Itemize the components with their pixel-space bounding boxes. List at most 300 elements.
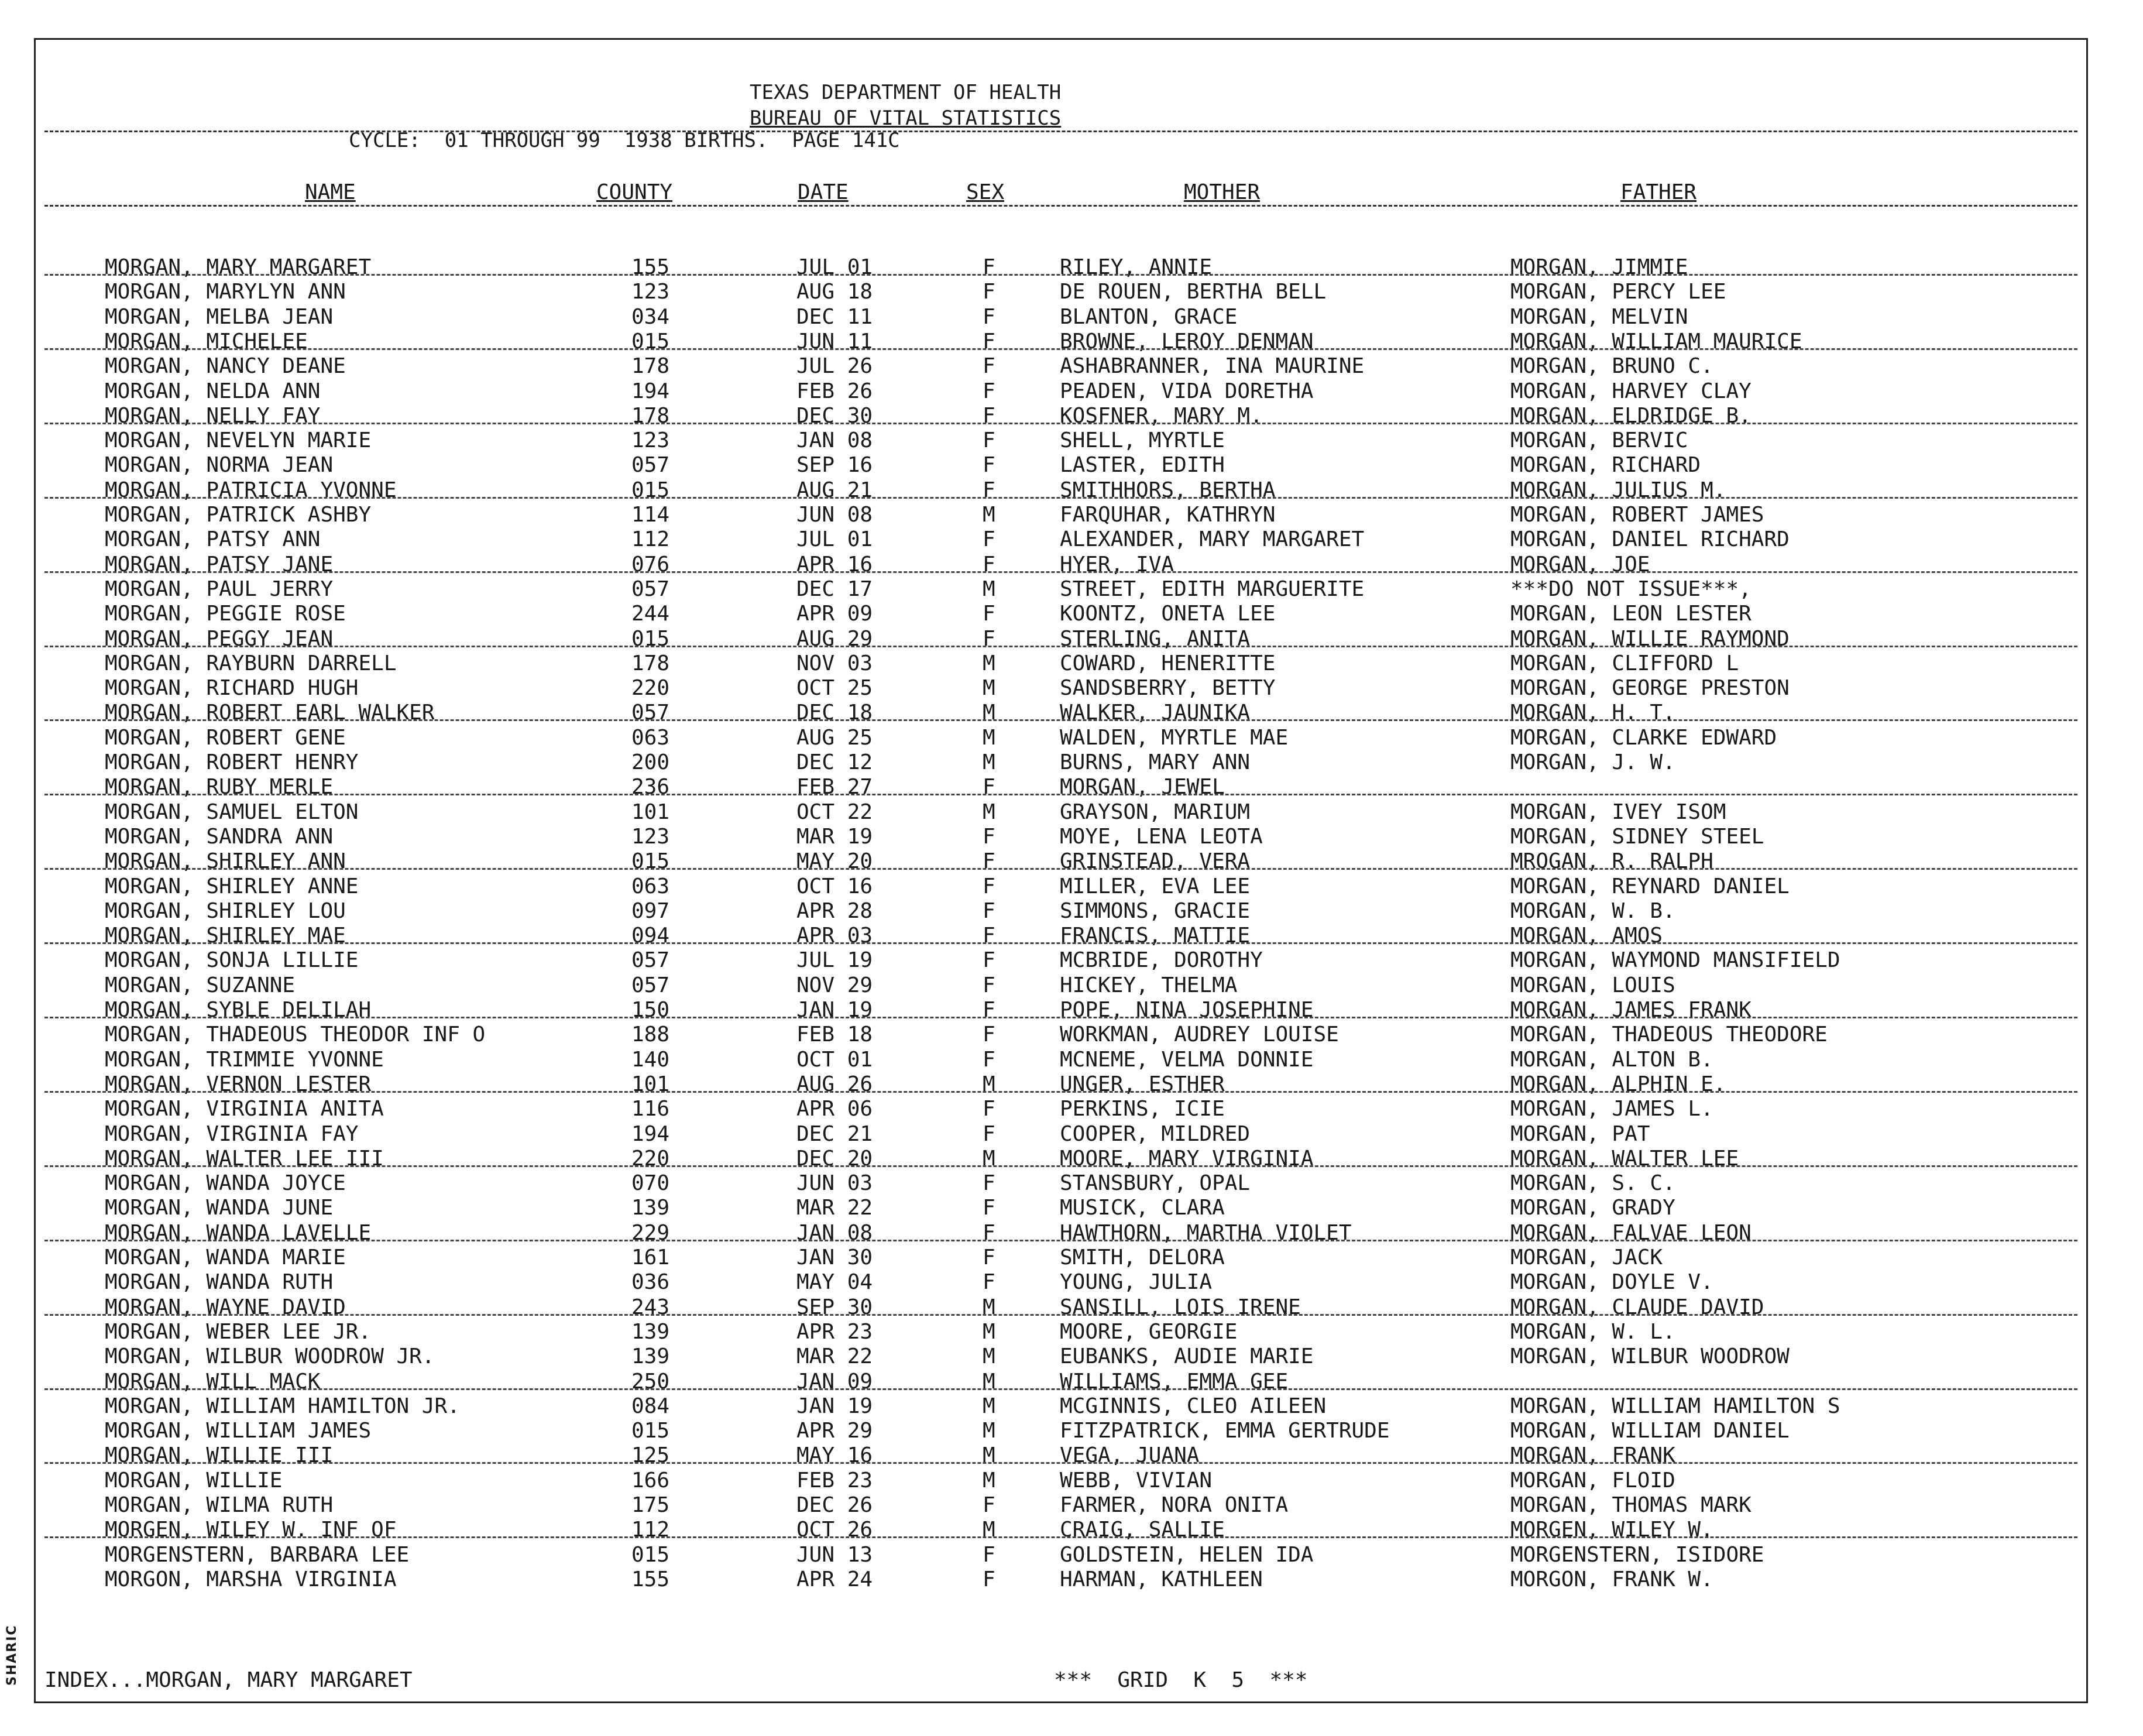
table-row — [36, 1419, 2086, 1443]
table-row — [36, 280, 2086, 304]
column-header-rule — [44, 205, 2077, 207]
cell-father: MORGAN, WAYMOND MANSIFIELD — [1510, 948, 1840, 973]
cell-sex: M — [983, 1319, 995, 1344]
cell-father: MORGAN, IVEY ISOM — [1510, 800, 1726, 824]
table-row — [36, 948, 2086, 973]
cell-father: MORGAN, BRUNO C. — [1510, 354, 1713, 379]
table-row — [36, 750, 2086, 775]
cell-date: JUN 08 — [796, 503, 873, 527]
cell-name: MORGAN, RAYBURN DARRELL — [105, 651, 397, 675]
table-row — [36, 998, 2086, 1023]
cell-name: MORGAN, VERNON LESTER — [105, 1072, 372, 1096]
table-row — [36, 800, 2086, 825]
cell-mother: COOPER, MILDRED — [1060, 1121, 1251, 1146]
cell-county: 112 — [631, 1518, 670, 1542]
cell-date: APR 23 — [796, 1319, 873, 1344]
table-row — [36, 726, 2086, 750]
cell-date: JUN 03 — [796, 1171, 873, 1196]
cell-name: MORGAN, MARY MARGARET — [105, 255, 372, 279]
cell-father: MORGAN, THADEOUS THEODORE — [1510, 1023, 1828, 1047]
cell-county: 200 — [631, 750, 670, 774]
cell-sex: F — [983, 428, 995, 453]
cell-father: MORGAN, ALTON B. — [1510, 1047, 1713, 1072]
cell-sex: F — [983, 1023, 995, 1047]
cell-county: 101 — [631, 800, 670, 824]
cell-father: MORGAN, WILLIE RAYMOND — [1510, 626, 1790, 651]
cell-county: 015 — [631, 849, 670, 874]
cell-name: MORGAN, MELBA JEAN — [105, 304, 334, 329]
cell-father: MORGAN, WILLIAM HAMILTON S — [1510, 1394, 1840, 1418]
cell-name: MORGAN, SHIRLEY MAE — [105, 924, 346, 948]
cell-date: DEC 11 — [796, 304, 873, 329]
cell-mother: YOUNG, JULIA — [1060, 1270, 1213, 1295]
cell-date: JUL 01 — [796, 527, 873, 552]
cell-sex: F — [983, 1493, 995, 1517]
cell-county: 057 — [631, 948, 670, 973]
cell-county: 123 — [631, 824, 670, 849]
cell-county: 057 — [631, 973, 670, 997]
cell-sex: F — [983, 874, 995, 898]
cell-father: MORGAN, S. C. — [1510, 1171, 1675, 1196]
cell-date: OCT 22 — [796, 800, 873, 824]
cell-county: 244 — [631, 602, 670, 626]
cell-county: 178 — [631, 651, 670, 675]
cell-sex: F — [983, 1121, 995, 1146]
cell-sex: F — [983, 824, 995, 849]
cell-county: 057 — [631, 577, 670, 601]
cell-sex: F — [983, 403, 995, 428]
cell-county: 150 — [631, 998, 670, 1022]
column-header-name: NAME — [305, 180, 356, 204]
cell-father: MORGAN, MELVIN — [1510, 304, 1688, 329]
cell-father: MROGAN, R. RALPH — [1510, 849, 1713, 874]
cell-date: SEP 16 — [796, 453, 873, 478]
cell-mother: WALKER, JAUNIKA — [1060, 701, 1251, 725]
cell-name: MORGAN, RICHARD HUGH — [105, 676, 359, 701]
cell-name: MORGAN, SONJA LILLIE — [105, 948, 359, 973]
cell-mother: HYER, IVA — [1060, 552, 1174, 577]
cell-sex: M — [983, 750, 995, 774]
cell-name: MORGAN, PATRICIA YVONNE — [105, 478, 397, 502]
table-row — [36, 379, 2086, 404]
cell-mother: BROWNE, LEROY DENMAN — [1060, 329, 1314, 354]
cell-father: ***DO NOT ISSUE***, — [1510, 577, 1752, 601]
cell-sex: M — [983, 676, 995, 701]
table-row — [36, 553, 2086, 577]
cell-date: APR 09 — [796, 602, 873, 626]
cell-mother: GRAYSON, MARIUM — [1060, 800, 1251, 824]
cell-mother: DE ROUEN, BERTHA BELL — [1060, 280, 1327, 304]
cell-date: DEC 20 — [796, 1146, 873, 1171]
cell-county: 139 — [631, 1319, 670, 1344]
cell-name: MORGAN, SANDRA ANN — [105, 824, 334, 849]
cell-name: MORGAN, WILLIAM HAMILTON JR. — [105, 1394, 460, 1418]
cell-father: MORGEN, WILEY W. — [1510, 1518, 1713, 1542]
table-row — [36, 627, 2086, 651]
cell-name: MORGAN, WEBER LEE JR. — [105, 1319, 372, 1344]
footer-index: INDEX...MORGAN, MARY MARGARET — [44, 1668, 413, 1692]
cell-name: MORGAN, NEVELYN MARIE — [105, 428, 372, 453]
cell-father: MORGAN, JOE — [1510, 552, 1650, 577]
cell-county: 178 — [631, 403, 670, 428]
cell-sex: M — [983, 503, 995, 527]
cell-sex: M — [983, 1295, 995, 1319]
cell-mother: MOORE, GEORGIE — [1060, 1319, 1238, 1344]
footer-grid: *** GRID K 5 *** — [1054, 1668, 1308, 1692]
cell-sex: F — [983, 1542, 995, 1567]
cell-mother: FARMER, NORA ONITA — [1060, 1493, 1289, 1517]
table-row — [36, 1196, 2086, 1220]
cell-name: MORGAN, WILLIAM JAMES — [105, 1419, 372, 1443]
header-department: TEXAS DEPARTMENT OF HEALTH — [750, 81, 1062, 104]
header-bureau: BUREAU OF VITAL STATISTICS — [750, 107, 1062, 130]
cell-date: JAN 30 — [796, 1246, 873, 1270]
cell-county: 015 — [631, 1542, 670, 1567]
table-row — [36, 1469, 2086, 1493]
cell-date: JAN 19 — [796, 998, 873, 1022]
table-row — [36, 602, 2086, 626]
cell-date: APR 16 — [796, 552, 873, 577]
cell-sex: F — [983, 1171, 995, 1196]
cell-father: MORGAN, REYNARD DANIEL — [1510, 874, 1790, 898]
cell-mother: ALEXANDER, MARY MARGARET — [1060, 527, 1365, 552]
table-row — [36, 973, 2086, 998]
cell-name: MORGAN, NELLY FAY — [105, 403, 321, 428]
cell-sex: M — [983, 800, 995, 824]
column-header-county: COUNTY — [596, 180, 673, 204]
cell-name: MORGAN, NORMA JEAN — [105, 453, 334, 478]
cell-county: 034 — [631, 304, 670, 329]
cell-father: MORGAN, CLIFFORD L — [1510, 651, 1739, 675]
cell-date: JUL 26 — [796, 354, 873, 379]
column-header-mother: MOTHER — [1184, 180, 1261, 204]
table-row — [36, 1493, 2086, 1518]
cell-name: MORGEN, WILEY W. INF OF — [105, 1518, 397, 1542]
cell-mother: SANDSBERRY, BETTY — [1060, 676, 1276, 701]
cell-father: MORGAN, WILLIAM MAURICE — [1510, 329, 1802, 354]
cell-name: MORGAN, SYBLE DELILAH — [105, 998, 372, 1022]
cell-father: MORGAN, BERVIC — [1510, 428, 1688, 453]
cell-sex: M — [983, 1468, 995, 1493]
cell-date: MAR 22 — [796, 1344, 873, 1369]
cell-county: 076 — [631, 552, 670, 577]
table-row — [36, 1270, 2086, 1295]
cell-sex: F — [983, 527, 995, 552]
cell-name: MORGAN, NANCY DEANE — [105, 354, 346, 379]
cell-mother: KOONTZ, ONETA LEE — [1060, 602, 1276, 626]
table-row — [36, 1097, 2086, 1121]
cell-name: MORGAN, MICHELEE — [105, 329, 308, 354]
cell-mother: MCBRIDE, DOROTHY — [1060, 948, 1263, 973]
cell-name: MORGAN, RUBY MERLE — [105, 775, 334, 800]
cell-mother: KOSFNER, MARY M. — [1060, 403, 1263, 428]
cell-sex: F — [983, 898, 995, 923]
cell-sex: F — [983, 329, 995, 354]
cell-mother: MOORE, MARY VIRGINIA — [1060, 1146, 1314, 1171]
cell-date: MAY 16 — [796, 1443, 873, 1468]
cell-name: MORGAN, SHIRLEY ANN — [105, 849, 346, 874]
cell-name: MORGAN, ROBERT EARL WALKER — [105, 701, 435, 725]
cell-mother: FITZPATRICK, EMMA GERTRUDE — [1060, 1419, 1390, 1443]
cell-county: 015 — [631, 1419, 670, 1443]
cell-name: MORGAN, WANDA JOYCE — [105, 1171, 346, 1196]
cell-county: 194 — [631, 1121, 670, 1146]
cell-date: JUN 11 — [796, 329, 873, 354]
cell-name: MORGAN, PATRICK ASHBY — [105, 503, 372, 527]
cell-sex: F — [983, 973, 995, 997]
cell-date: AUG 21 — [796, 478, 873, 502]
cell-name: MORGAN, PEGGY JEAN — [105, 626, 334, 651]
cell-name: MORGAN, ROBERT HENRY — [105, 750, 359, 774]
cell-county: 116 — [631, 1097, 670, 1121]
table-row — [36, 1394, 2086, 1419]
cell-date: DEC 18 — [796, 701, 873, 725]
cell-date: OCT 01 — [796, 1047, 873, 1072]
cell-name: MORGAN, SAMUEL ELTON — [105, 800, 359, 824]
cell-name: MORGAN, ROBERT GENE — [105, 725, 346, 750]
cell-sex: F — [983, 478, 995, 502]
cell-date: AUG 26 — [796, 1072, 873, 1096]
cell-father: MORGAN, GRADY — [1510, 1196, 1675, 1220]
cell-mother: STERLING, ANITA — [1060, 626, 1251, 651]
cell-father: MORGAN, WILBUR WOODROW — [1510, 1344, 1790, 1369]
cell-date: OCT 25 — [796, 676, 873, 701]
cell-sex: M — [983, 1394, 995, 1418]
cell-father: MORGAN, CLAUDE DAVID — [1510, 1295, 1764, 1319]
cell-name: MORGAN, WANDA LAVELLE — [105, 1220, 372, 1245]
cell-sex: F — [983, 354, 995, 379]
table-row — [36, 1370, 2086, 1394]
cell-father: MORGAN, ROBERT JAMES — [1510, 503, 1764, 527]
cell-father: MORGAN, AMOS — [1510, 924, 1663, 948]
cell-name: MORGAN, WALTER LEE III — [105, 1146, 384, 1171]
cell-date: APR 03 — [796, 924, 873, 948]
table-row — [36, 1344, 2086, 1369]
cell-sex: F — [983, 1097, 995, 1121]
cell-father: MORGAN, W. L. — [1510, 1319, 1675, 1344]
cell-name: MORGAN, WILMA RUTH — [105, 1493, 334, 1517]
cell-county: 236 — [631, 775, 670, 800]
table-row — [36, 527, 2086, 552]
cell-sex: F — [983, 775, 995, 800]
cell-date: JAN 09 — [796, 1369, 873, 1394]
cell-mother: SMITHHORS, BERTHA — [1060, 478, 1276, 502]
cell-sex: F — [983, 1047, 995, 1072]
cell-name: MORGENSTERN, BARBARA LEE — [105, 1542, 410, 1567]
cell-sex: M — [983, 701, 995, 725]
cell-father: MORGAN, JACK — [1510, 1246, 1663, 1270]
cell-mother: RILEY, ANNIE — [1060, 255, 1213, 279]
cell-date: FEB 26 — [796, 379, 873, 403]
table-row — [36, 924, 2086, 948]
cell-father: MORGAN, THOMAS MARK — [1510, 1493, 1752, 1517]
cell-mother: BURNS, MARY ANN — [1060, 750, 1251, 774]
cell-county: 036 — [631, 1270, 670, 1295]
cell-name: MORGAN, WANDA RUTH — [105, 1270, 334, 1295]
cell-father: MORGAN, LEON LESTER — [1510, 602, 1752, 626]
cell-mother: PERKINS, ICIE — [1060, 1097, 1225, 1121]
cell-date: JAN 08 — [796, 428, 873, 453]
cell-date: JUL 19 — [796, 948, 873, 973]
cell-date: MAY 04 — [796, 1270, 873, 1295]
cell-sex: F — [983, 304, 995, 329]
cell-sex: M — [983, 725, 995, 750]
cell-father: MORGAN, PERCY LEE — [1510, 280, 1726, 304]
cell-name: MORGAN, PATSY ANN — [105, 527, 321, 552]
cell-date: SEP 30 — [796, 1295, 873, 1319]
cell-name: MORGAN, SUZANNE — [105, 973, 296, 997]
cell-county: 140 — [631, 1047, 670, 1072]
cell-sex: F — [983, 602, 995, 626]
cell-date: JAN 08 — [796, 1220, 873, 1245]
cell-father: MORGAN, LOUIS — [1510, 973, 1675, 997]
table-row — [36, 354, 2086, 379]
cell-county: 070 — [631, 1171, 670, 1196]
cell-date: APR 29 — [796, 1419, 873, 1443]
table-row — [36, 404, 2086, 428]
cell-date: DEC 12 — [796, 750, 873, 774]
cell-father: MORGAN, FRANK — [1510, 1443, 1675, 1468]
cell-sex: F — [983, 998, 995, 1022]
cell-county: 094 — [631, 924, 670, 948]
cell-county: 194 — [631, 379, 670, 403]
cell-father: MORGAN, RICHARD — [1510, 453, 1701, 478]
cell-date: APR 28 — [796, 898, 873, 923]
cell-county: 084 — [631, 1394, 670, 1418]
cell-date: APR 24 — [796, 1567, 873, 1591]
cell-county: 063 — [631, 874, 670, 898]
cell-mother: MILLER, EVA LEE — [1060, 874, 1251, 898]
cell-father: MORGAN, JIMMIE — [1510, 255, 1688, 279]
table-row — [36, 453, 2086, 478]
cell-county: 166 — [631, 1468, 670, 1493]
cell-name: MORGAN, WILBUR WOODROW JR. — [105, 1344, 435, 1369]
table-row — [36, 1295, 2086, 1320]
cell-county: 101 — [631, 1072, 670, 1096]
cell-date: MAR 22 — [796, 1196, 873, 1220]
header-cycle: CYCLE: 01 THROUGH 99 1938 BIRTHS. PAGE 141C — [349, 129, 900, 152]
cell-mother: HAWTHORN, MARTHA VIOLET — [1060, 1220, 1352, 1245]
table-row — [36, 1048, 2086, 1072]
cell-mother: HICKEY, THELMA — [1060, 973, 1238, 997]
cell-date: MAY 20 — [796, 849, 873, 874]
cell-father: MORGAN, H. T. — [1510, 701, 1675, 725]
cell-mother: COWARD, HENERITTE — [1060, 651, 1276, 675]
margin-label — [5, 1624, 19, 1697]
cell-county: 125 — [631, 1443, 670, 1468]
cell-name: MORGAN, VIRGINIA ANITA — [105, 1097, 384, 1121]
cell-date: FEB 27 — [796, 775, 873, 800]
cell-mother: GOLDSTEIN, HELEN IDA — [1060, 1542, 1314, 1567]
cell-mother: WILLIAMS, EMMA GEE — [1060, 1369, 1289, 1394]
cell-sex: F — [983, 379, 995, 403]
cell-father: MORGAN, CLARKE EDWARD — [1510, 725, 1777, 750]
cell-mother: MOYE, LENA LEOTA — [1060, 824, 1263, 849]
cell-father: MORGAN, DOYLE V. — [1510, 1270, 1713, 1295]
table-row — [36, 428, 2086, 453]
cell-mother: HARMAN, KATHLEEN — [1060, 1567, 1263, 1591]
cell-father: MORGAN, ALPHIN E. — [1510, 1072, 1726, 1096]
cell-name: MORGON, MARSHA VIRGINIA — [105, 1567, 397, 1591]
cell-name: MORGAN, WILLIE III — [105, 1443, 334, 1468]
cell-date: JUL 01 — [796, 255, 873, 279]
cell-sex: M — [983, 1443, 995, 1468]
table-row — [36, 330, 2086, 354]
cell-father: MORGAN, J. W. — [1510, 750, 1675, 774]
cell-father: MORGAN, WALTER LEE — [1510, 1146, 1739, 1171]
cell-sex: F — [983, 453, 995, 478]
cell-mother: STANSBURY, OPAL — [1060, 1171, 1251, 1196]
cell-sex: F — [983, 255, 995, 279]
cell-county: 175 — [631, 1493, 670, 1517]
cell-date: AUG 25 — [796, 725, 873, 750]
cell-county: 015 — [631, 478, 670, 502]
table-row — [36, 1147, 2086, 1171]
cell-father: MORGENSTERN, ISIDORE — [1510, 1542, 1764, 1567]
cell-father: MORGAN, ELDRIDGE B. — [1510, 403, 1752, 428]
birth-index-page — [34, 38, 2088, 1703]
cell-name: MORGAN, VIRGINIA FAY — [105, 1121, 359, 1146]
table-row — [36, 305, 2086, 330]
table-row — [36, 478, 2086, 503]
cell-sex: M — [983, 1344, 995, 1369]
cell-sex: F — [983, 948, 995, 973]
cell-father: MORGAN, WILLIAM DANIEL — [1510, 1419, 1790, 1443]
cell-date: DEC 17 — [796, 577, 873, 601]
cell-mother: WEBB, VIVIAN — [1060, 1468, 1213, 1493]
cell-sex: M — [983, 1369, 995, 1394]
cell-father: MORGAN, JULIUS M. — [1510, 478, 1726, 502]
cell-sex: F — [983, 849, 995, 874]
cell-name: MORGAN, PEGGIE ROSE — [105, 602, 346, 626]
cell-mother: WALDEN, MYRTLE MAE — [1060, 725, 1289, 750]
cell-county: 112 — [631, 527, 670, 552]
cell-mother: POPE, NINA JOSEPHINE — [1060, 998, 1314, 1022]
cell-county: 220 — [631, 676, 670, 701]
cell-sex: M — [983, 1419, 995, 1443]
cell-date: AUG 29 — [796, 626, 873, 651]
cell-county: 057 — [631, 453, 670, 478]
table-row — [36, 874, 2086, 899]
cell-county: 139 — [631, 1196, 670, 1220]
cell-sex: F — [983, 1220, 995, 1245]
cell-county: 139 — [631, 1344, 670, 1369]
table-row — [36, 577, 2086, 602]
table-row — [36, 775, 2086, 800]
cell-date: DEC 30 — [796, 403, 873, 428]
cell-mother: STREET, EDITH MARGUERITE — [1060, 577, 1365, 601]
cell-county: 057 — [631, 701, 670, 725]
cell-date: FEB 23 — [796, 1468, 873, 1493]
cell-father: MORGAN, W. B. — [1510, 898, 1675, 923]
cell-father: MORGON, FRANK W. — [1510, 1567, 1713, 1591]
column-header-date: DATE — [798, 180, 849, 204]
cell-name: MORGAN, PAUL JERRY — [105, 577, 334, 601]
table-row — [36, 1072, 2086, 1097]
table-row — [36, 1518, 2086, 1542]
cell-mother: MCNEME, VELMA DONNIE — [1060, 1047, 1314, 1072]
cell-mother: SMITH, DELORA — [1060, 1246, 1225, 1270]
table-row — [36, 1221, 2086, 1246]
cell-father: MORGAN, JAMES FRANK — [1510, 998, 1752, 1022]
cell-father: MORGAN, HARVEY CLAY — [1510, 379, 1752, 403]
cell-county: 155 — [631, 1567, 670, 1591]
cell-county: 220 — [631, 1146, 670, 1171]
cell-date: OCT 16 — [796, 874, 873, 898]
column-header-father: FATHER — [1620, 180, 1697, 204]
cell-sex: F — [983, 626, 995, 651]
cell-mother: LASTER, EDITH — [1060, 453, 1225, 478]
